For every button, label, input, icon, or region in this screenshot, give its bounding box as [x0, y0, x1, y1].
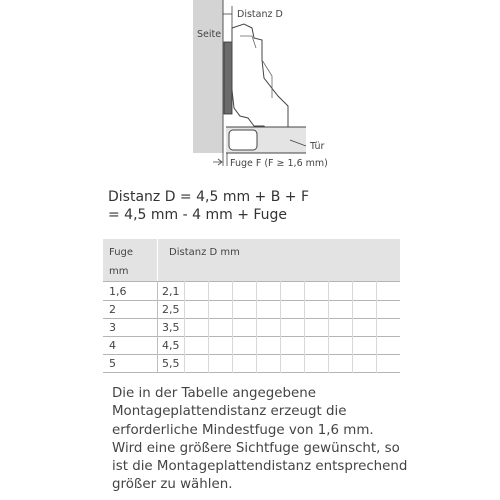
- label-seite: Seite: [197, 29, 222, 40]
- table-cell-distanz: 2,1: [162, 285, 180, 298]
- header-unit: mm: [109, 266, 129, 277]
- side-panel: [193, 0, 223, 153]
- distance-table: [103, 239, 400, 373]
- paragraph-line: Wird eine größere Sichtfuge gewünscht, so: [112, 440, 400, 456]
- paragraph-line: erforderliche Mindestfuge von 1,6 mm.: [112, 422, 374, 438]
- table-cell-distanz: 3,5: [162, 321, 180, 334]
- table-cell-fuge: 2: [109, 303, 116, 316]
- table-cell-distanz: 2,5: [162, 303, 180, 316]
- paragraph-line: Montageplattendistanz erzeugt die: [112, 404, 347, 420]
- table-cell-distanz: 4,5: [162, 339, 180, 352]
- label-distanz: Distanz D: [237, 9, 283, 20]
- label-tuer: Tür: [310, 141, 325, 152]
- table-cell-fuge: 4: [109, 339, 116, 352]
- formula-line-1: Distanz D = 4,5 mm + B + F: [108, 189, 310, 205]
- paragraph-line: Die in der Tabelle angegebene: [112, 386, 316, 401]
- label-fuge: Fuge F (F ≥ 1,6 mm): [230, 158, 328, 169]
- hinge-arm: [232, 24, 288, 132]
- header-distanz: Distanz D mm: [169, 247, 240, 258]
- mounting-plate: [224, 42, 232, 114]
- header-fuge: Fuge: [109, 247, 134, 258]
- table-cell-distanz: 5,5: [162, 357, 180, 370]
- table-cell-fuge: 5: [109, 357, 116, 370]
- paragraph-line: ist die Montageplattendistanz entsprechend: [112, 459, 408, 475]
- hinge-diagram: [0, 0, 500, 180]
- paragraph-line: größer zu wählen.: [112, 477, 233, 493]
- table-header: [103, 239, 400, 281]
- explanation-paragraph: [112, 385, 412, 495]
- table-cell-fuge: 1,6: [109, 285, 127, 298]
- table-cell-fuge: 3: [109, 321, 116, 334]
- formula-line-2: = 4,5 mm - 4 mm + Fuge: [108, 207, 288, 223]
